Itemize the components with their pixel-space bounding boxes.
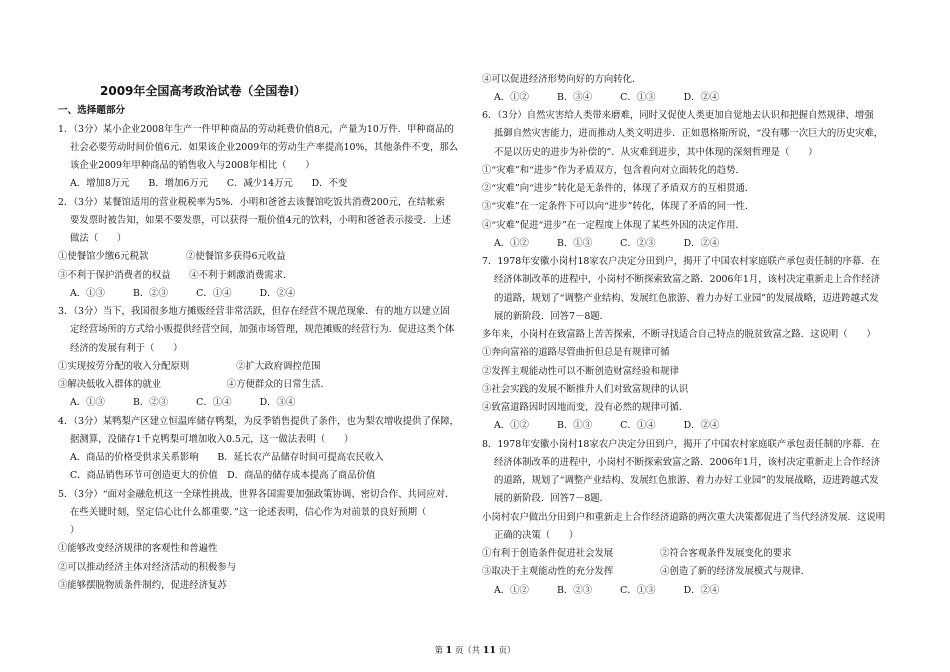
section-heading: 一、选择题部分: [58, 105, 126, 116]
text-line: A．①② B．②③ C．①③ D．②④: [494, 584, 720, 596]
text-line: A．商品的价格受供求关系影响 B．延长农产品储存时间可提高农民收入: [70, 452, 384, 463]
text-line: ③社会实践的发展不断推升人们对致富规律的认识: [482, 383, 689, 395]
text-line: A．增加8万元 B．增加6万元 C．减少14万元 D．不变: [70, 178, 348, 190]
text-line: 7．1978年安徽小岗村18家农户决定分田到户，揭开了中国农村家庭联产承包责任制的序幕．在: [482, 256, 881, 267]
text-line: 该企业2009年甲种商品的销售收入与2008年相比（ ）: [70, 160, 315, 171]
text-line: 4．（3分）某鸭梨产区建立恒温库储存鸭梨，为反季销售提供了条件，也为梨农增收提供了保障，: [58, 415, 459, 427]
footer-total-pages: 11: [482, 645, 496, 656]
text-line: 社会必要劳动时间价值6元．如果该企业2009年的劳动生产率提高10%，其他条件不变，那么: [70, 141, 459, 153]
text-line: 正确的决策（ ）: [494, 529, 579, 541]
text-line: ①有利于创造条件促进社会发展 ②符合客观条件发展变化的要求: [482, 548, 792, 559]
text-line: ①能够改变经济规律的客观性和普遍性: [58, 543, 218, 555]
text-line: ③能够摆脱物质条件制约，促进经济复苏: [58, 579, 227, 591]
footer-suffix: 页）: [498, 645, 516, 655]
text-line: ①使餐馆少缴6元税款 ②使餐馆多获得6元收益: [58, 251, 286, 263]
text-line: ①奔向富裕的道路尽管曲折但总是有规律可循: [482, 347, 670, 359]
footer-page-number: 1: [445, 645, 453, 656]
text-line: 小岗村农户做出分田到户和重新走上合作经济道路的两次重大决策都促进了当代经济发展．这说明: [482, 511, 886, 523]
text-line: 抵御自然灾害能力，进而推动人类文明进步．正如恩格斯所说，“没有哪一次巨大的历史灾难，: [494, 128, 884, 140]
text-line: 3．（3分）当下，我国很多地方摊贩经营非常活跃，但存在经营不规范现象．有的地方以建立固: [58, 306, 450, 317]
text-line: 经济体制改革的进程中，小岗村不断探索致富之路．2006年1月，该村决定重新走上合作经济: [494, 456, 881, 468]
text-line: 展的新阶段．回答7－8题．: [494, 310, 610, 322]
text-line: 经济体制改革的进程中，小岗村不断探索致富之路．2006年1月，该村决定重新走上合作经济: [494, 274, 881, 286]
text-line: 不是以历史的进步为补偿的”．从灾难到进步，其中体现的深刻哲理是（ ）: [494, 146, 818, 158]
text-line: 据测算，没储存1千克鸭梨可增加收入0.5元，这一做法表明（ ）: [70, 433, 354, 445]
text-line: ④“灾难”促进“进步”在一定程度上体现了某些外因的决定作用．: [482, 219, 745, 231]
text-line: 的道路，规划了“调整产业结构、发展红色旅游、着力办好工业园”的发展战略，迈进跨越式发: [494, 475, 879, 486]
text-line: ②可以推动经济主体对经济活动的积极参与: [58, 561, 237, 573]
text-line: 要发票时被告知，如果不要发票，可以获得一瓶价值4元的饮料，小明和爸爸表示接受．上述: [70, 214, 451, 226]
text-line: 经济的发展有利于（ ）: [70, 342, 183, 354]
text-line: 展的新阶段．回答7－8题．: [494, 493, 610, 505]
footer-prefix: 第: [434, 645, 443, 655]
text-line: 做法（ ）: [70, 233, 127, 244]
text-line: 6．（3分）自然灾害给人类带来磨难，同时又促使人类更加自觉地去认识和把握自然规律、增强: [482, 110, 874, 121]
text-line: ②发挥主观能动性可以不断创造财富经验和规律: [482, 365, 679, 377]
text-line: A．①③ B．②③ C．①④ D．③④: [70, 397, 296, 409]
text-line: ①“灾难”和“进步”作为矛盾双方，包含着向对立面转化的趋势．: [482, 164, 745, 176]
text-line: A．①③ B．②③ C．①④ D．②④: [70, 287, 296, 299]
text-line: 多年来，小岗村在致富路上苦苦探索，不断寻找适合自己特点的脱贫致富之路．这说明（ ）: [482, 329, 876, 340]
text-line: ④致富道路因时因地而变，没有必然的规律可循．: [482, 402, 689, 413]
text-line: A．①② B．③④ C．①③ D．②④: [494, 91, 720, 103]
text-line: 5．（3分）“面对金融危机这一全球性挑战，世界各国需要加强政策协调、密切合作、共同应对．: [58, 488, 455, 500]
text-line: ②“灾难”向“进步”转化是无条件的，体现了矛盾双方的互相贯通．: [482, 183, 755, 194]
page-footer: [0, 644, 950, 656]
text-line: ④可以促进经济形势向好的方向转化．: [482, 73, 642, 85]
text-line: ①实现按劳分配的收入分配原则 ②扩大政府调控范围: [58, 360, 321, 372]
text-line: 的道路，规划了“调整产业结构、发展红色旅游、着力办好工业园”的发展战略，迈进跨越式发: [494, 292, 879, 304]
text-line: A．①② B．①③ C．①④ D．②④: [494, 420, 720, 432]
text-line: 8．1978年安徽小岗村18家农户决定分田到户，揭开了中国农村家庭联产承包责任制的序幕．在: [482, 438, 881, 450]
text-line: ③解决低收入群体的就业 ④方便群众的日常生活．: [58, 379, 330, 390]
text-line: 在些关键时刻，坚定信心比什么都重要．”这一论述表明，信心作为对前景的良好预期（: [70, 506, 427, 518]
text-line: ③“灾难”在一定条件下可以向“进步”转化，体现了矛盾的同一性．: [482, 201, 755, 213]
text-line: ③取决于主观能动性的充分发挥 ④创造了新的经济发展模式与规律．: [482, 566, 811, 578]
footer-middle: 页（共: [454, 645, 481, 655]
text-line: ③不利于保护消费者的权益 ④不利于刺激消费需求．: [58, 269, 293, 281]
page-title: 2009年全国高考政治试卷（全国卷Ⅰ）: [100, 84, 306, 98]
text-line: 2．（3分）某餐馆适用的营业税税率为5%．小明和爸爸去该餐馆吃饭共消费200元，在结帐索: [58, 196, 445, 208]
text-line: C．商品销售环节可创造更大的价值 D．商品的储存成本提高了商品价值: [70, 470, 376, 482]
text-line: ）: [70, 525, 80, 536]
text-line: 1．（3分）某小企业2008年生产一件甲种商品的劳动耗费价值8元，产量为10万件．甲种商品的: [58, 123, 454, 135]
text-line: 定经营场所的方式给小贩提供经营空间，加强市场管理，规范摊贩的经营行为．促进这类个体: [70, 324, 455, 336]
text-line: A．①② B．①③ C．②③ D．②④: [494, 237, 720, 249]
